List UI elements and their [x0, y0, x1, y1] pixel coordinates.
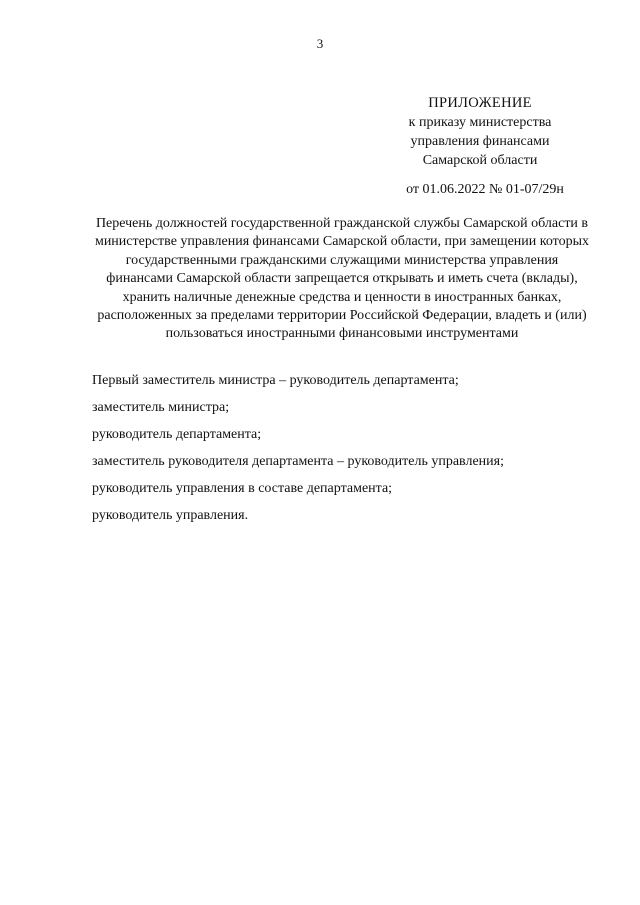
list-item: Первый заместитель министра – руководитель департамента;	[92, 373, 459, 388]
order-reference: от 01.06.2022 № 01-07/29н	[406, 182, 564, 197]
appendix-line: к приказу министерства	[408, 115, 552, 130]
appendix-line: управления финансами	[410, 134, 550, 149]
list-item: руководитель управления в составе департамента;	[92, 481, 393, 496]
appendix-line: Самарской области	[422, 153, 538, 168]
positions-list	[92, 372, 592, 534]
appendix-title: ПРИЛОЖЕНИЕ	[428, 95, 532, 111]
list-item: заместитель министра;	[92, 400, 230, 415]
list-item: руководитель департамента;	[92, 427, 262, 442]
appendix-header	[385, 94, 575, 170]
page-number: 3	[316, 36, 324, 51]
list-title: Перечень должностей государственной гражданской службы Самарской области в министерстве управления финансами Самарской области, при замещении которых государственными гражданскими служащими министерства управления финансами Самарской области запрещается открывать и иметь счета (вклады), хранить наличные денежные средства и ценности в иностранных банках, расположенных за пределами территории Российской Федерации, владеть и (или) пользоваться иностранными финансовыми инструментами	[94, 216, 590, 342]
list-item: заместитель руководителя департамента – руководитель управления;	[92, 454, 504, 469]
list-item: руководитель управления.	[92, 508, 249, 523]
